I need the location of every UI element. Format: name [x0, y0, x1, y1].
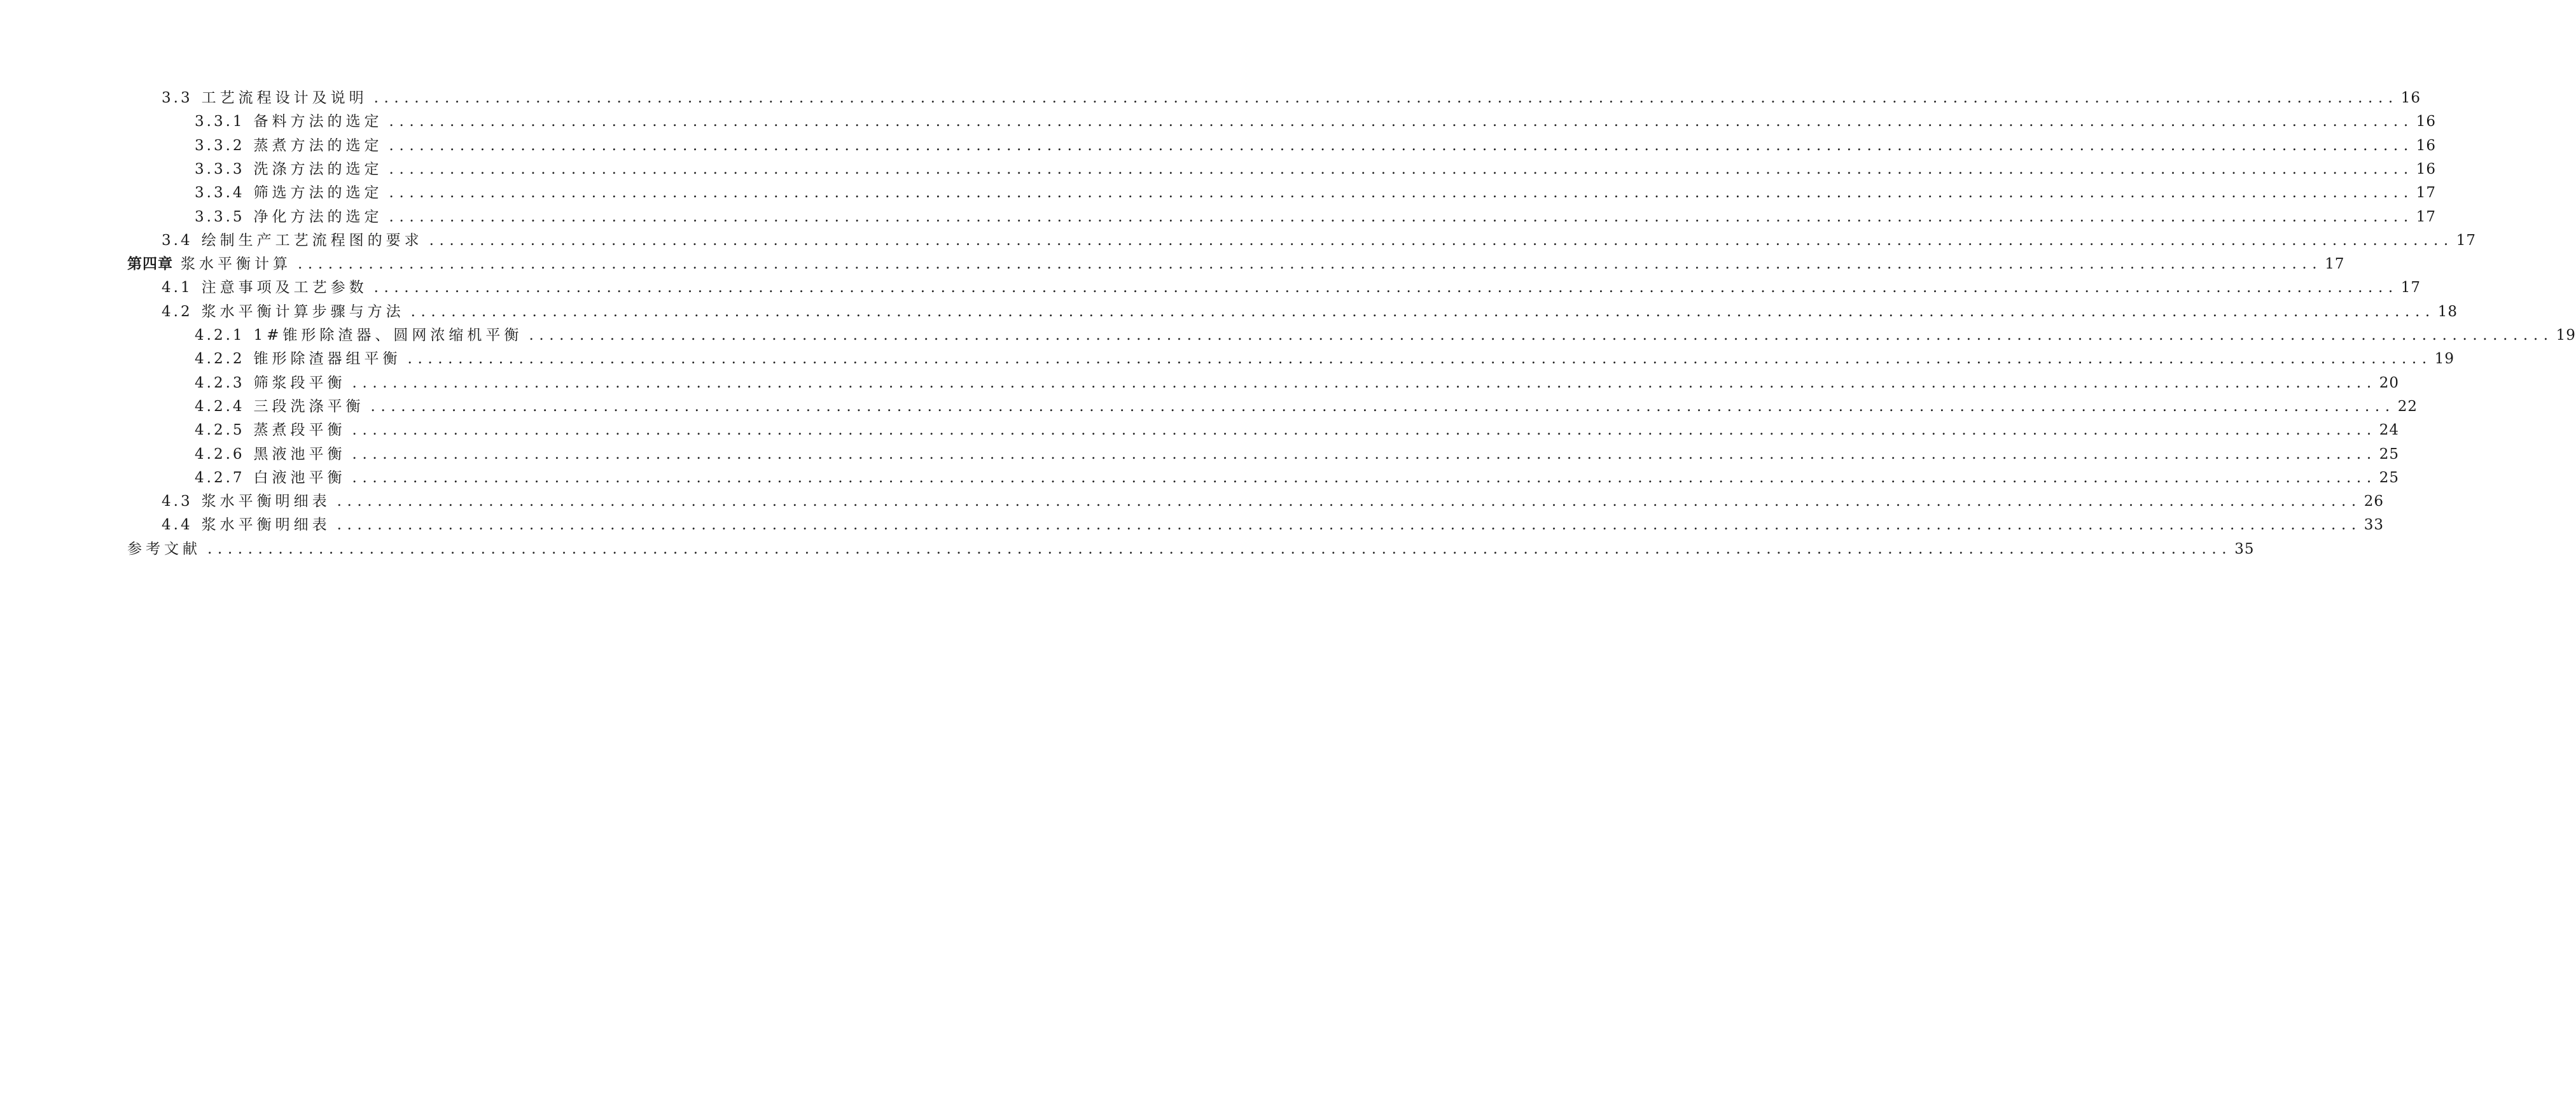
dot-leader: ........................................................................................................................................................................................................ [389, 209, 2414, 225]
section-number: 4.2.5 [195, 422, 245, 438]
entry-title: 浆水平衡明细表 [201, 493, 331, 510]
entry-title: 黑液池平衡 [253, 446, 346, 463]
dot-leader: ........................................................................................................................................................................................................ [389, 161, 2414, 178]
dot-leader: ........................................................................................................................................................................................................ [352, 375, 2377, 391]
dot-leader: ........................................................................................................................................................................................................ [389, 137, 2414, 154]
dot-leader: ........................................................................................................................................................................................................ [352, 422, 2377, 438]
section-number: 4.2.4 [195, 398, 245, 415]
section-number: 3.3.4 [195, 185, 245, 201]
toc-entry[interactable] [162, 515, 2385, 534]
toc-entry[interactable] [127, 255, 2345, 274]
toc-entry[interactable] [162, 88, 2421, 108]
section-number: 4.2 [162, 303, 193, 320]
dot-leader: ........................................................................................................................................................................................................ [337, 517, 2362, 533]
page-number: 17 [2416, 185, 2437, 201]
entry-title: 蒸煮方法的选定 [253, 137, 383, 154]
dot-leader: ........................................................................................................................................................................................................ [389, 185, 2414, 201]
dot-leader: ........................................................................................................................................................................................................ [407, 351, 2432, 367]
page-number: 16 [2416, 113, 2437, 130]
page-number: 25 [2379, 446, 2400, 463]
dot-leader: ........................................................................................................................................................................................................ [389, 113, 2414, 130]
dot-leader: ........................................................................................................................................................................................................ [352, 446, 2377, 463]
section-number: 3.3 [162, 90, 193, 106]
entry-title: 锥形除渣器组平衡 [253, 351, 401, 367]
toc-entry[interactable] [195, 326, 2576, 345]
toc-entry[interactable] [195, 421, 2400, 440]
page-number: 18 [2437, 303, 2458, 320]
entry-title: 净化方法的选定 [253, 209, 383, 225]
entry-title: 浆水平衡计算 [181, 256, 291, 272]
page-number: 33 [2364, 517, 2385, 533]
toc-entry[interactable] [195, 468, 2400, 487]
page-number: 26 [2364, 493, 2385, 510]
dot-leader: ........................................................................................................................................................................................................ [429, 232, 2454, 249]
section-number: 3.3.2 [195, 137, 245, 154]
page-number: 16 [2416, 161, 2437, 178]
page-number: 19 [2434, 351, 2455, 367]
toc-entry[interactable] [195, 183, 2437, 202]
toc-entry[interactable] [195, 397, 2418, 416]
toc-entry[interactable] [195, 136, 2437, 155]
page-number: 22 [2397, 398, 2418, 415]
section-number: 4.1 [162, 279, 193, 296]
toc-entry[interactable] [195, 373, 2400, 393]
section-number: 4.2.1 [195, 327, 245, 344]
section-number: 4.4 [162, 517, 193, 533]
section-number: 3.3.5 [195, 209, 245, 225]
entry-title: 浆水平衡明细表 [201, 517, 331, 533]
section-number: 4.3 [162, 493, 193, 510]
toc-entry[interactable] [162, 302, 2458, 321]
section-number: 3.3.3 [195, 161, 245, 178]
entry-title: 备料方法的选定 [253, 113, 383, 130]
entry-title: 浆水平衡计算步骤与方法 [201, 303, 405, 320]
entry-title: 蒸煮段平衡 [253, 422, 346, 438]
dot-leader: ........................................................................................................................................................................................................ [529, 327, 2554, 344]
dot-leader: ........................................................................................................................................................................................................ [373, 279, 2398, 296]
dot-leader: ........................................................................................................................................................................................................ [298, 256, 2323, 272]
section-number: 4.2.2 [195, 351, 245, 367]
page-number: 25 [2379, 470, 2400, 486]
dot-leader: ........................................................................................................................................................................................................ [410, 303, 2435, 320]
section-number: 4.2.6 [195, 446, 245, 463]
entry-title: 参考文献 [127, 541, 201, 557]
page-number: 24 [2379, 422, 2400, 438]
toc-entry[interactable] [127, 540, 2255, 559]
page-number: 17 [2400, 279, 2421, 296]
toc-entry[interactable] [162, 278, 2421, 297]
page-number: 20 [2379, 375, 2400, 391]
dot-leader: ........................................................................................................................................................................................................ [337, 493, 2362, 510]
dot-leader: ........................................................................................................................................................................................................ [352, 470, 2377, 486]
page-number: 16 [2400, 90, 2421, 106]
toc-entry[interactable] [195, 160, 2437, 179]
toc-entry[interactable] [162, 492, 2385, 511]
toc-entry[interactable] [195, 112, 2437, 131]
page-number: 35 [2234, 541, 2255, 557]
dot-leader: ........................................................................................................................................................................................................ [370, 398, 2395, 415]
entry-title: 洗涤方法的选定 [253, 161, 383, 178]
dot-leader: ........................................................................................................................................................................................................ [207, 541, 2232, 557]
section-number: 4.2.3 [195, 375, 245, 391]
chapter-label: 第四章 [127, 256, 173, 272]
page-number: 17 [2456, 232, 2477, 249]
toc-entry[interactable] [195, 445, 2400, 464]
page-number: 17 [2325, 256, 2345, 272]
section-number: 3.3.1 [195, 113, 245, 130]
entry-title: 工艺流程设计及说明 [201, 90, 368, 106]
page-number: 19 [2556, 327, 2576, 344]
page-number: 16 [2416, 137, 2437, 154]
entry-title: 绘制生产工艺流程图的要求 [201, 232, 423, 249]
entry-title: 筛浆段平衡 [253, 375, 346, 391]
dot-leader: ........................................................................................................................................................................................................ [373, 90, 2398, 106]
section-number: 4.2.7 [195, 470, 245, 486]
entry-title: 三段洗涤平衡 [253, 398, 365, 415]
section-number: 3.4 [162, 232, 193, 249]
entry-title: 1#锥形除渣器、圆网浓缩机平衡 [253, 327, 523, 344]
entry-title: 注意事项及工艺参数 [201, 279, 368, 296]
toc-entry[interactable] [195, 207, 2437, 227]
toc-entry[interactable] [162, 231, 2477, 250]
entry-title: 白液池平衡 [253, 470, 346, 486]
entry-title: 筛选方法的选定 [253, 185, 383, 201]
toc-entry[interactable] [195, 349, 2455, 368]
page-number: 17 [2416, 209, 2437, 225]
